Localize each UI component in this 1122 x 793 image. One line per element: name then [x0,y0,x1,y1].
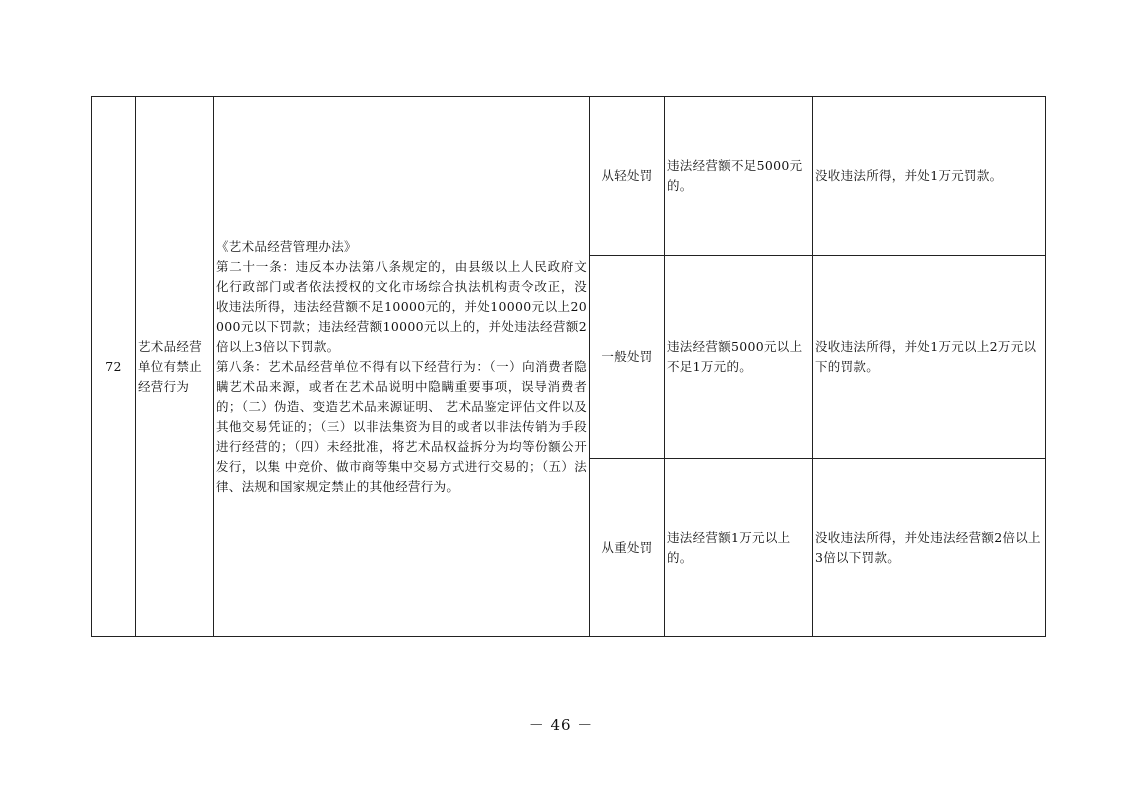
penalty-standards-table [91,96,1046,637]
penalty-condition: 违法经营额1万元以上的。 [665,459,813,637]
regulation-title: 《艺术品经营管理办法》 [216,238,357,254]
page-number: － 46 － [528,716,594,734]
legal-basis [214,97,590,637]
article-21-text: 第二十一条：违反本办法第八条规定的，由县级以上人民政府文化行政部门或者依法授权的文化市场综合执法机构责令改正，没收违法所得，违法经营额不足10000元的，并处10000元以上20000元以下罚款；违法经营额10000元以上的，并处违法经营额2倍以上3倍以下罚款。 [216,258,587,354]
penalty-level: 一般处罚 [590,256,665,459]
penalty-standard: 没收违法所得，并处1万元以上2万元以下的罚款。 [813,256,1046,459]
penalty-condition: 违法经营额5000元以上不足1万元的。 [665,256,813,459]
penalty-level: 从重处罚 [590,459,665,637]
table-row [92,97,1046,256]
penalty-standard: 没收违法所得，并处1万元罚款。 [813,97,1046,256]
penalty-standard: 没收违法所得，并处违法经营额2倍以上3倍以下罚款。 [813,459,1046,637]
item-number: 72 [92,97,136,637]
penalty-level: 从轻处罚 [590,97,665,256]
article-8-text: 第八条：艺术品经营单位不得有以下经营行为：（一）向消费者隐瞒艺术品来源，或者在艺术品说明中隐瞒重要事项，误导消费者的；（二）伪造、变造艺术品来源证明、 艺术品鉴定评估文件以及其他交易凭证的；（三）以非法集资为目的或者以非法传销为手段进行经营的；（四）未经批准，将艺术品权益拆分为均等份额公开发行，以集 中竞价、做市商等集中交易方式进行交易的；（五）法律、法规和国家规定禁止的其他经营行为。 [216,358,587,494]
item-name: 艺术品经营单位有禁止经营行为 [136,97,214,637]
penalty-condition: 违法经营额不足5000元的。 [665,97,813,256]
